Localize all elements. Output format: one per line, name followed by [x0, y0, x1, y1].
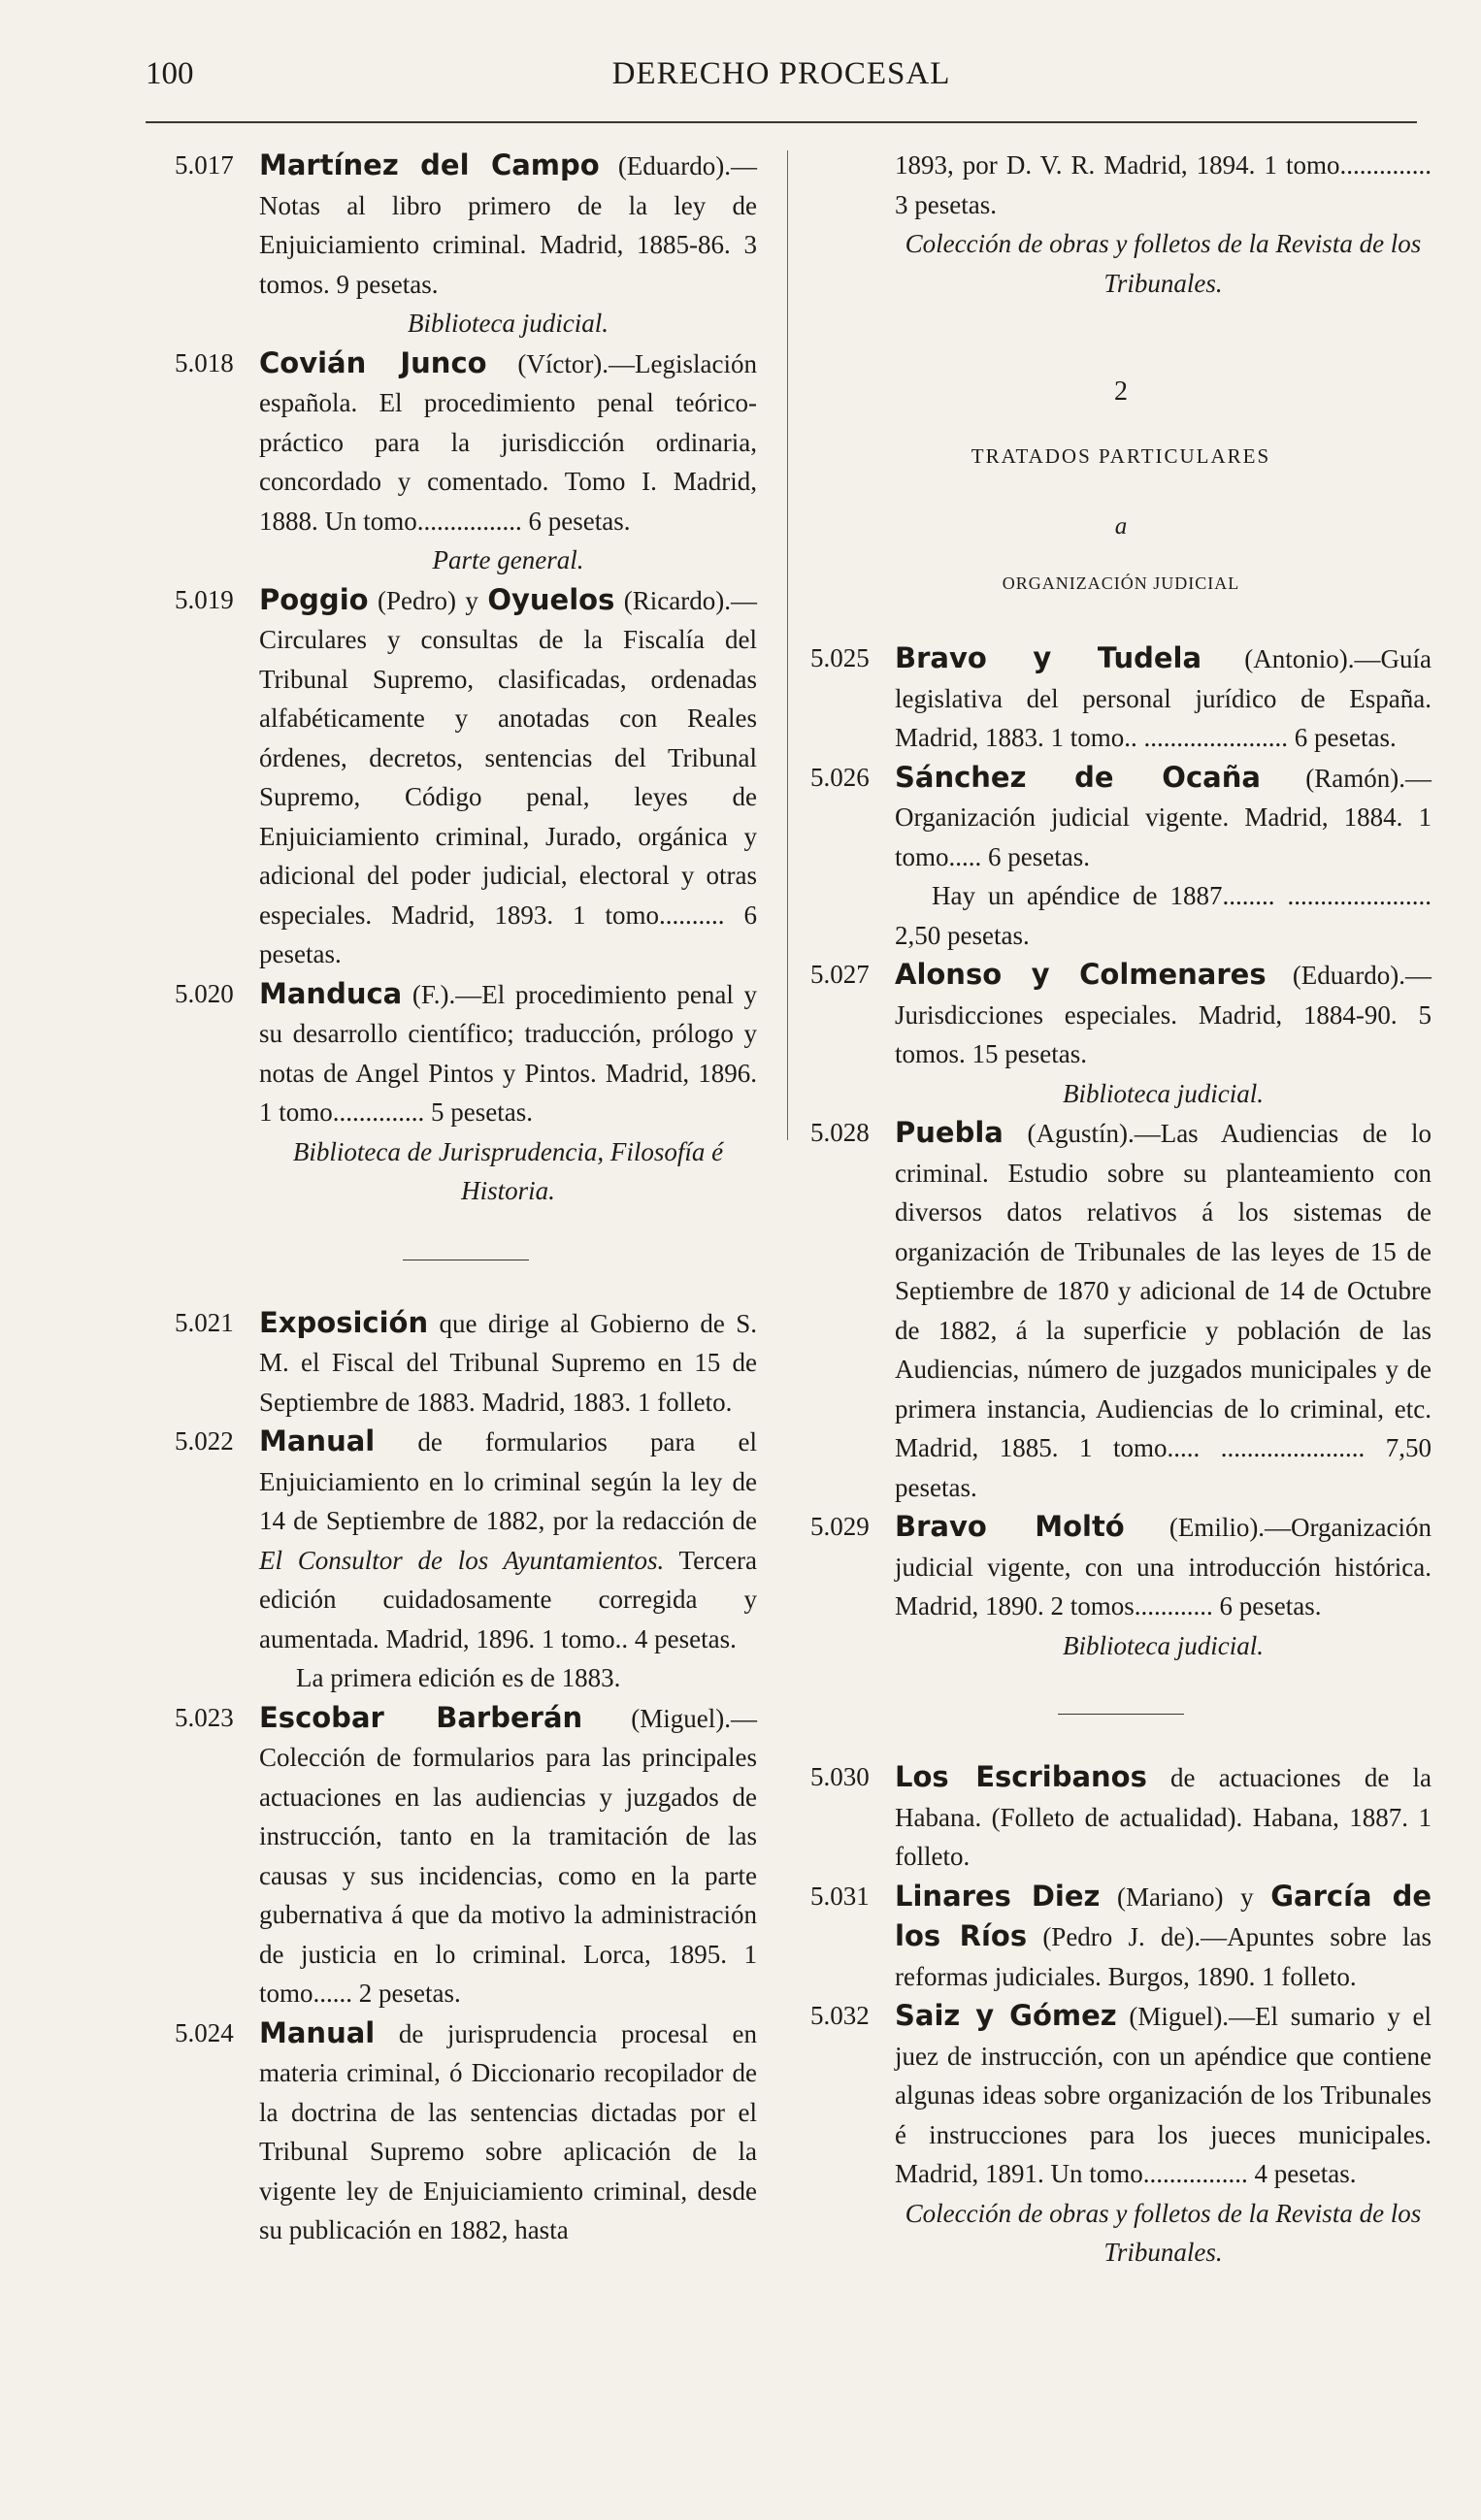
entry-text: de jurisprudencia procesal en materia criminal, ó Diccionario recopilador de la doctrina de las sentencias dictadas por el Tribunal Supremo sobre aplicación de la vigente ley de Enjuiciamiento criminal, desde su publicación en 1882, hasta — [259, 2018, 758, 2244]
entry-5028 — [810, 1113, 1432, 1507]
entry-number: 5.017 — [175, 150, 234, 180]
entry-text: (F.).—El procedimiento penal y su desarrollo científico; traducción, prólogo y notas de Angel Pintos y Pintos. Madrid, 1896. 1 tomo.............. 5 pesetas. — [259, 979, 757, 1127]
entry-number: 5.022 — [175, 1426, 234, 1456]
entry-text-continued: Tercera edición cuidadosamente corregida y aumentada. Madrid, 1896. 1 tomo.. 4 pesetas. — [259, 1545, 757, 1653]
entry-number: 5.019 — [175, 584, 234, 614]
section-number: 2 — [1114, 376, 1128, 407]
entry-author: Manual — [259, 2015, 376, 2049]
entry-author: Puebla — [895, 1116, 1004, 1149]
right-column — [810, 146, 1432, 2273]
entry-5031 — [810, 1877, 1432, 1997]
entry-5022 — [175, 1422, 757, 1658]
entry-number: 5.031 — [810, 1881, 870, 1911]
entry-text: (Eduardo).—Notas al libro primero de la ley de Enjuiciamiento criminal. Madrid, 1885-86. 3 tomos. 9 pesetas. — [259, 151, 758, 299]
entry-author: Bravo Moltó — [895, 1510, 1125, 1543]
entry-italic-title: El Consultor de los Ayuntamientos. — [259, 1545, 665, 1575]
entry-5030 — [810, 1757, 1432, 1877]
entry-number: 5.024 — [175, 2017, 234, 2047]
entry-5017 — [175, 146, 757, 304]
entry-5019 — [175, 580, 757, 974]
entry-author: Bravo y Tudela — [895, 641, 1202, 674]
entry-author: Los Escribanos — [895, 1760, 1147, 1793]
entry-text: 1893, por D. V. R. Madrid, 1894. 1 tomo.............. 3 pesetas. — [895, 150, 1432, 219]
entry-author: Escobar Barberán — [259, 1700, 583, 1734]
entry-number: 5.025 — [810, 643, 870, 672]
entry-author: Martínez del Campo — [259, 148, 600, 181]
entry-text: de actuaciones de la Habana. (Folleto de actualidad). Habana, 1887. 1 folleto. — [895, 1763, 1432, 1871]
entry-5021 — [175, 1303, 757, 1423]
entry-collection: Parte general. — [432, 545, 584, 574]
entry-collection: Colección de obras y folletos de la Revista de los Tribunales. — [905, 2198, 1422, 2267]
entry-text: (Agustín).—Las Audiencias de lo criminal. Estudio sobre su planteamiento con diversos datos relativos á los sistemas de organización de Tribunales de las leyes de 15 de Septiembre de 1870 y adicional de 14 de Octubre de 1882, á la superficie y población de las Audiencias, número de juzgados municipales y de primera instancia, Audiencias de lo criminal, etc. Madrid, 1885. 1 tomo..... ...................... 7,50 pesetas. — [895, 1119, 1432, 1502]
entry-number: 5.029 — [810, 1512, 870, 1541]
entry-collection: Colección de obras y folletos de la Revista de los Tribunales. — [905, 229, 1422, 298]
entry-5026 — [810, 758, 1432, 877]
entry-text: (Antonio).—Guía legislativa del personal jurídico de España. Madrid, 1883. 1 tomo.. ...................... 6 pesetas. — [895, 644, 1432, 752]
entry-collection: Biblioteca judicial. — [408, 309, 609, 338]
page-number: 100 — [146, 56, 194, 91]
entry-number: 5.026 — [810, 762, 870, 792]
entry-number: 5.023 — [175, 1702, 234, 1732]
entry-author-second: Oyuelos — [487, 582, 615, 616]
entry-number: 5.027 — [810, 960, 870, 989]
entry-author: Alonso y Colmenares — [895, 958, 1267, 991]
entry-note: La primera edición es de 1883. — [296, 1663, 621, 1692]
entry-author: Saiz y Gómez — [895, 1999, 1117, 2032]
entry-5025 — [810, 638, 1432, 758]
entry-5024 — [175, 2013, 757, 2250]
entry-note: Hay un apéndice de 1887........ ...................... 2,50 pesetas. — [895, 881, 1432, 950]
entry-number: 5.032 — [810, 2001, 870, 2030]
entry-author: Exposición — [259, 1305, 429, 1339]
entry-text-continued: (Pedro J. de).—Apuntes sobre las reformas judiciales. Burgos, 1890. 1 folleto. — [895, 1922, 1432, 1991]
entry-text: de formularios para el Enjuiciamiento en lo criminal según la ley de 14 de Septiembre de 1882, por la redacción de — [259, 1427, 757, 1535]
header-rule — [146, 121, 1417, 123]
entry-text: (Pedro) y — [378, 585, 488, 615]
entry-number: 5.030 — [810, 1762, 870, 1791]
entry-text: (Ramón).—Organización judicial vigente. Madrid, 1884. 1 tomo..... 6 pesetas. — [895, 763, 1432, 871]
entry-text: (Víctor).—Legislación española. El procedimiento penal teórico-práctico para la jurisdicción ordinaria, concordado y comentado. Tomo I. Madrid, 1888. Un tomo................ 6 pesetas. — [259, 348, 758, 536]
entry-collection: Biblioteca de Jurisprudencia, Filosofía é Historia. — [292, 1136, 724, 1205]
subsection-title: ORGANIZACIÓN JUDICIAL — [1002, 573, 1240, 593]
entry-author-second: García de los Ríos — [895, 1879, 1432, 1952]
entry-author: Sánchez de Ocaña — [895, 760, 1261, 794]
entry-text: (Mariano) y — [1117, 1882, 1271, 1912]
entry-number: 5.018 — [175, 347, 234, 377]
entry-5027 — [810, 955, 1432, 1074]
entry-5023 — [175, 1698, 757, 2013]
entry-5018 — [175, 344, 757, 541]
entry-5029 — [810, 1507, 1432, 1626]
subsection-letter: a — [1114, 513, 1128, 540]
left-column — [175, 146, 757, 2250]
entry-author: Poggio — [259, 582, 369, 616]
section-title: TRATADOS PARTICULARES — [971, 444, 1271, 468]
column-divider — [787, 150, 788, 1140]
entry-text: (Eduardo).—Jurisdicciones especiales. Madrid, 1884-90. 5 tomos. 15 pesetas. — [895, 961, 1432, 1068]
entry-text: (Emilio).—Organización judicial vigente, con una introducción histórica. Madrid, 1890. 2 tomos............ 6 pesetas. — [895, 1513, 1432, 1620]
entry-author: Manduca — [259, 976, 403, 1010]
entry-collection: Biblioteca judicial. — [1063, 1078, 1264, 1108]
entry-author: Manual — [259, 1424, 376, 1457]
page-header — [146, 56, 1417, 103]
entry-number: 5.021 — [175, 1307, 234, 1337]
entry-text-continued: (Ricardo).—Circulares y consultas de la Fiscalía del Tribunal Supremo, clasificadas, ordenadas alfabéticamente y anotadas con Reales órdenes, decretos, sentencias del Tribunal Supremo, Código penal, leyes de Enjuiciamiento criminal, Jurado, orgánica y adicional del poder judicial, electoral y otras especiales. Madrid, 1893. 1 tomo.......... 6 pesetas. — [259, 585, 757, 968]
running-title: DERECHO PROCESAL — [611, 56, 951, 91]
entry-text: que dirige al Gobierno de S. M. el Fiscal del Tribunal Supremo en 15 de Septiembre de 1883. Madrid, 1883. 1 folleto. — [259, 1308, 757, 1417]
entry-text: (Miguel).—Colección de formularios para las principales actuaciones en las audiencias y juzgados de instrucción, tanto en la tramitación de las causas y sus incidencias, como en la parte gubernativa á que da motivo la administración de justicia en lo criminal. Lorca, 1895. 1 tomo...... 2 pesetas. — [259, 1703, 757, 2008]
entry-author: Covián Junco — [259, 345, 487, 379]
entry-number: 5.028 — [810, 1118, 870, 1147]
section-rule — [1058, 1714, 1184, 1715]
entry-author: Linares Diez — [895, 1879, 1101, 1913]
entry-5032 — [810, 1996, 1432, 2194]
entry-5020 — [175, 974, 757, 1132]
entry-collection: Biblioteca judicial. — [1063, 1630, 1264, 1660]
entry-continuation — [810, 146, 1432, 224]
entry-number: 5.020 — [175, 978, 234, 1008]
entry-text: (Miguel).—El sumario y el juez de instrucción, con un apéndice que contiene algunas ideas sobre organización de los Tribunales é instrucciones para los jueces municipales. Madrid, 1891. Un tomo................ 4 pesetas. — [895, 2002, 1432, 2188]
